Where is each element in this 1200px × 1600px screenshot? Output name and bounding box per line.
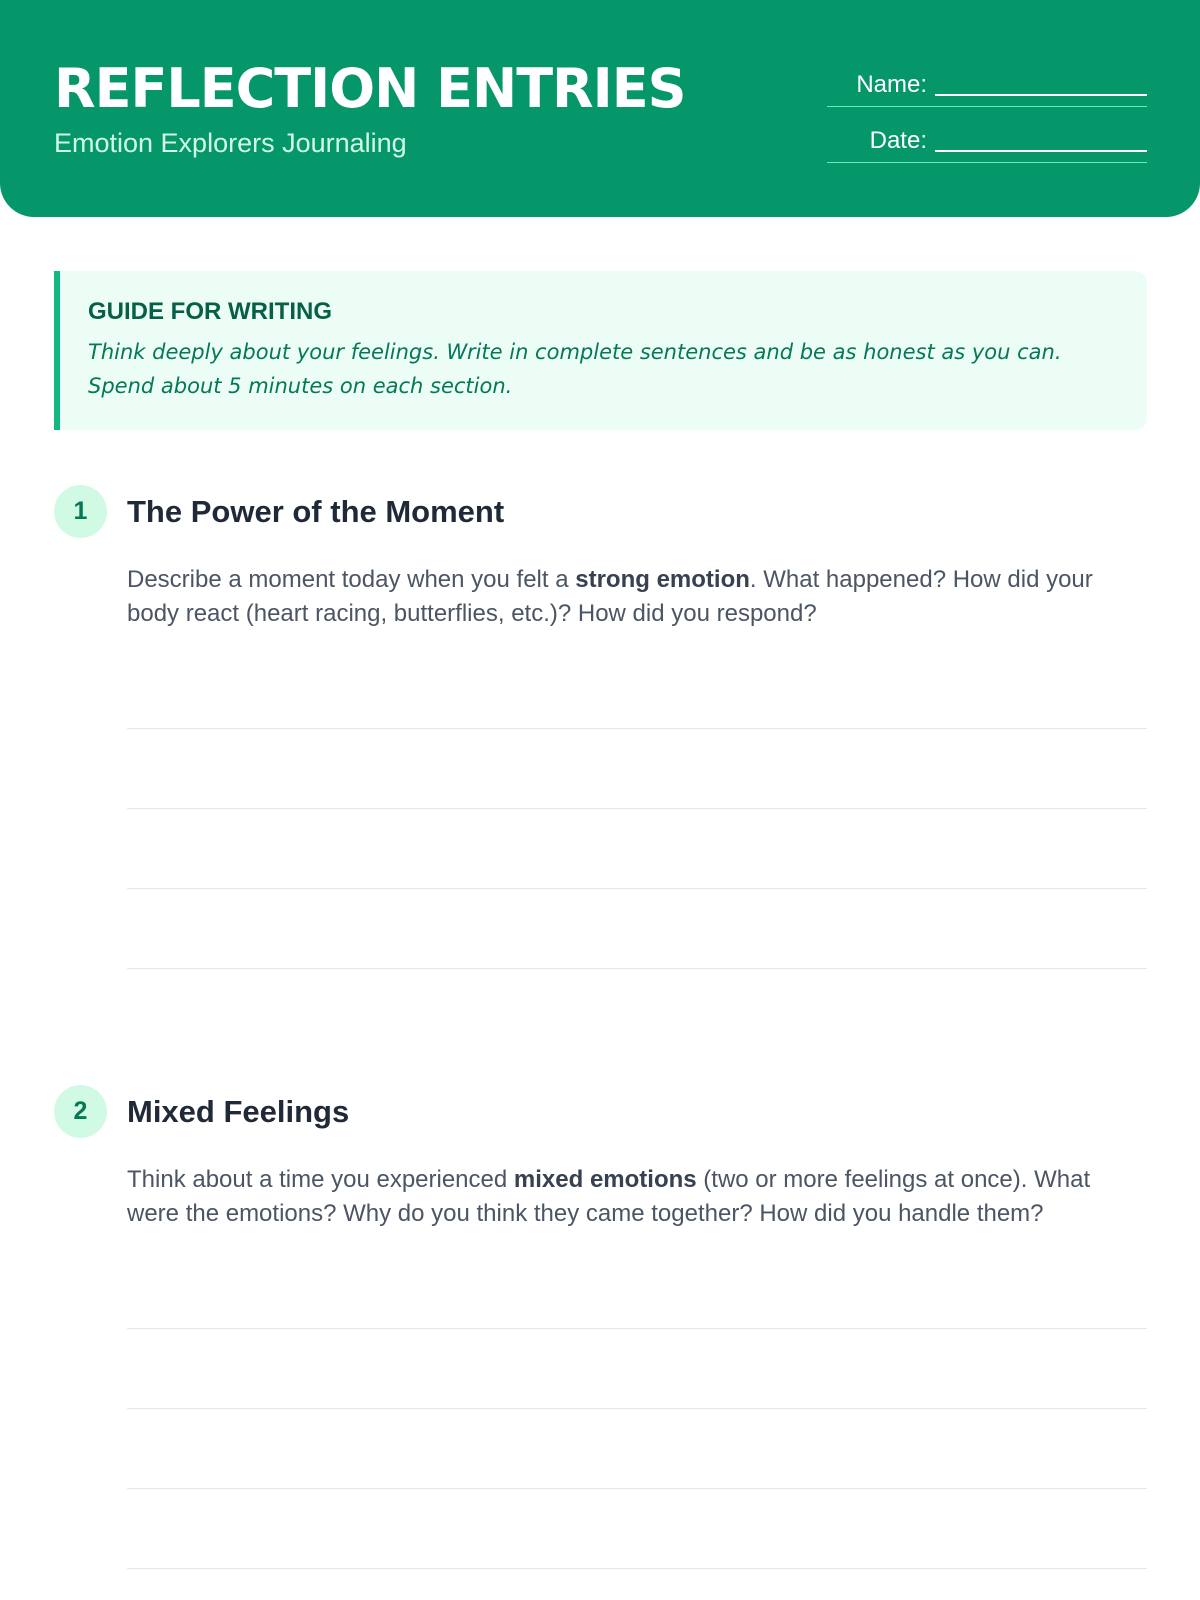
date-label: Date: <box>869 127 927 154</box>
guide-title: GUIDE FOR WRITING <box>88 298 332 325</box>
section-title: Mixed Feelings <box>127 1094 350 1129</box>
writing-line[interactable] <box>127 649 1147 729</box>
writing-line[interactable] <box>127 1249 1147 1329</box>
page-header <box>0 0 1200 217</box>
date-blank-line[interactable] <box>935 150 1147 152</box>
writing-line[interactable] <box>127 1329 1147 1409</box>
prompt-text-start: Describe a moment today when you felt a <box>127 566 576 593</box>
writing-line[interactable] <box>127 1489 1147 1569</box>
writing-line[interactable] <box>127 1409 1147 1489</box>
writing-guide-box <box>54 271 1147 430</box>
section-number-badge: 1 <box>54 485 107 538</box>
writing-line[interactable] <box>127 729 1147 809</box>
page-subtitle: Emotion Explorers Journaling <box>54 128 407 158</box>
name-blank-line[interactable] <box>935 94 1147 96</box>
section-title: The Power of the Moment <box>127 494 505 529</box>
section-number-badge: 2 <box>54 1085 107 1138</box>
writing-line[interactable] <box>127 889 1147 969</box>
writing-line[interactable] <box>127 809 1147 889</box>
section-prompt <box>127 563 1147 631</box>
section-prompt <box>127 1163 1147 1231</box>
prompt-text-end: (two or more feelings at once). What were the emotions? Why do you think they came together? How did you handle them? <box>127 1166 1091 1227</box>
writing-lines[interactable] <box>127 649 1147 969</box>
date-field[interactable] <box>827 120 1147 163</box>
prompt-text-start: Think about a time you experienced <box>127 1166 514 1193</box>
prompt-emphasis: mixed emotions <box>513 1166 697 1193</box>
prompt-text-end: . What happened? How did your body react (heart racing, butterflies, etc.)? How did you respond? <box>127 566 1093 627</box>
student-info-fields <box>827 64 1147 163</box>
writing-lines[interactable] <box>127 1249 1147 1569</box>
page-title: REFLECTION ENTRIES <box>54 57 686 120</box>
name-label: Name: <box>856 71 927 98</box>
guide-text: Think deeply about your feelings. Write in complete sentences and be as honest as you can. Spend about 5 minutes on each section. <box>88 340 1062 398</box>
name-field[interactable] <box>827 64 1147 107</box>
prompt-emphasis: strong emotion <box>575 566 750 593</box>
